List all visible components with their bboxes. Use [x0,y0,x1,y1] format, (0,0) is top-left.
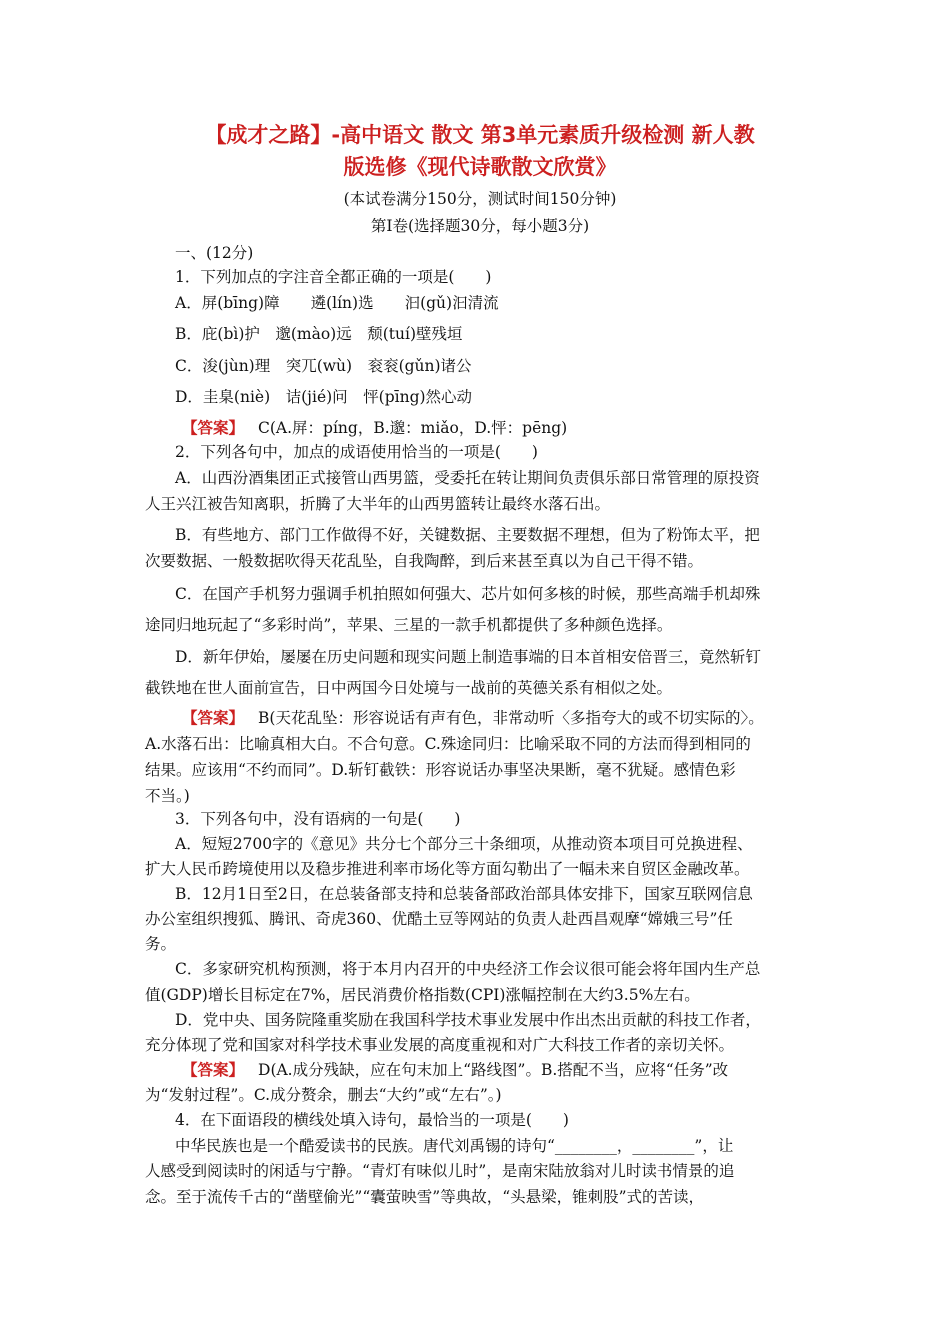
q3-answer-text: D(A.成分残缺，应在句末加上“路线图”。B.搭配不当，应将“任务”改 [258,1061,729,1079]
q3-option-b-line2: 办公室组织搜狐、腾讯、奇虎360、优酷土豆等网站的负责人赴西昌观摩“嫦娥三号”任 [145,910,733,928]
q1-option-b: B．庇(bì)护 邈(mào)远 颓(tuí)壁残垣 [175,325,463,343]
q4-passage-line1: 中华民族也是一个酷爱读书的民族。唐代刘禹锡的诗句“________，________”，让 [175,1137,734,1155]
q1-stem: 1．下列加点的字注音全都正确的一项是( ) [175,268,492,286]
answer-tag: 【答案】 [182,708,245,727]
answer-tag: 【答案】 [182,418,245,437]
q3-option-c-line2: 值(GDP)增长目标定在7%，居民消费价格指数(CPI)涨幅控制在大约3.5%左右。 [145,986,700,1004]
q1-option-a: A．屏(bīng)障 遴(lín)选 汩(gǔ)汩清流 [175,294,499,312]
q3-option-b-line1: B．12月1日至2日，在总装备部支持和总装备部政治部具体安排下，国家互联网信息 [175,885,753,903]
q3-option-b-line3: 务。 [145,935,177,953]
q3-option-a-line2: 扩大人民币跨境使用以及稳步推进利率市场化等方面勾勒出了一幅未来自贸区金融改革。 [145,860,750,878]
q3-option-d-line1: D．党中央、国务院隆重奖励在我国科学技术事业发展中作出杰出贡献的科技工作者， [175,1011,761,1029]
q2-option-d-line2: 截铁地在世人面前宣告，日中两国今日处境与一战前的英德关系有相似之处。 [145,679,673,697]
q1-option-d: D．圭臬(niè) 诘(jié)问 怦(pīng)然心动 [175,388,473,406]
q2-option-a-line1: A．山西汾酒集团正式接管山西男篮，受委托在转让期间负责俱乐部日常管理的原投资 [175,469,760,487]
q2-answer-text: B(天花乱坠：形容说话有声有色，非常动听〈多指夸大的或不切实际的〉。 [258,709,764,727]
q2-answer-line4: 不当。) [145,787,190,805]
q2-option-d-line1: D．新年伊始，屡屡在历史问题和现实问题上制造事端的日本首相安倍晋三，竟然斩钉 [175,648,761,666]
q2-option-b-line2: 次要数据、一般数据吹得天花乱坠，自我陶醉，到后来甚至真以为自己干得不错。 [145,552,704,570]
doc-title-line-2: 版选修《现代诗歌散文欣赏》 [343,155,617,179]
q3-option-d-line2: 充分体现了党和国家对科学技术事业发展的高度重视和对广大科技工作者的亲切关怀。 [145,1036,735,1054]
q3-option-a-line1: A．短短2700字的《意见》共分七个部分三十条细项，从推动资本项目可兑换进程、 [175,835,753,853]
doc-title-line-1: 【成才之路】-高中语文 散文 第3单元素质升级检测 新人教 [205,123,755,147]
q1-option-c: C．浚(jùn)理 突兀(wù) 衮衮(gǔn)诸公 [175,357,472,375]
q4-passage-line3: 念。至于流传千古的“凿壁偷光”“囊萤映雪”等典故，“头悬梁，锥刺股”式的苦读， [145,1188,705,1206]
q3-answer-line2: 为“发射过程”。C.成分赘余，删去“大约”或“左右”。) [145,1086,502,1104]
q2-stem: 2．下列各句中，加点的成语使用恰当的一项是( ) [175,443,538,461]
q1-answer [182,417,567,439]
q4-passage-line2: 人感受到阅读时的闲适与宁静。“青灯有味似儿时”，是南宋陆放翁对儿时读书情景的追 [145,1162,735,1180]
score-time-note: (本试卷满分150分，测试时间150分钟) [343,190,617,208]
q2-option-c-line2: 途同归地玩起了“多彩时尚”，苹果、三星的一款手机都提供了多种颜色选择。 [145,616,673,634]
q3-option-c-line1: C．多家研究机构预测，将于本月内召开的中央经济工作会议很可能会将年国内生产总 [175,960,761,978]
q2-answer-line2: A.水落石出：比喻真相大白。不合句意。C.殊途同归：比喻采取不同的方法而得到相同的 [145,735,751,753]
q2-option-b-line1: B．有些地方、部门工作做得不好，关键数据、主要数据不理想，但为了粉饰太平，把 [175,526,760,544]
q3-stem: 3．下列各句中，没有语病的一句是( ) [175,810,461,828]
q3-answer-line1 [182,1059,728,1081]
q1-answer-text: C(A.屏：píng，B.邈：miǎo，D.怦：pēng) [258,419,568,437]
answer-tag: 【答案】 [182,1060,245,1079]
part1-heading: 第Ⅰ卷(选择题30分，每小题3分) [370,217,590,235]
q2-answer-line1 [182,707,764,729]
q2-answer-line3: 结果。应该用“不约而同”。D.斩钉截铁：形容说话办事坚决果断，毫不犹疑。感情色彩 [145,761,736,779]
q2-option-c-line1: C．在国产手机努力强调手机拍照如何强大、芯片如何多核的时候，那些高端手机却殊 [175,585,761,603]
section1-heading: 一、(12分) [175,244,254,262]
q4-stem: 4．在下面语段的横线处填入诗句，最恰当的一项是( ) [175,1111,569,1129]
q2-option-a-line2: 人王兴江被告知离职，折腾了大半年的山西男篮转让最终水落石出。 [145,495,611,513]
